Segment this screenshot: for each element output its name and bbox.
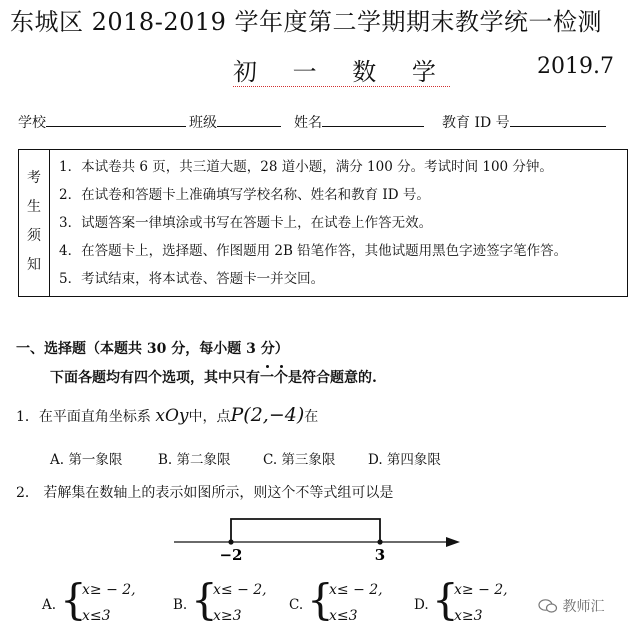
name-blank[interactable] <box>322 112 424 127</box>
emphasis-char: 一 <box>260 370 274 386</box>
system-brace: { <box>191 575 218 624</box>
notice-item: 4．在答题卡上，选择题、作图题用 2B 铅笔作答，其他试题用黑色字迹签字笔作答。 <box>59 243 568 259</box>
question-2: 2． 若解集在数轴上的表示如图所示，则这个不等式组可以是 <box>16 485 394 501</box>
option-label: B. <box>173 597 188 613</box>
candidate-notice-box <box>18 149 628 297</box>
inequality-bottom: x≤3 <box>329 608 358 624</box>
q2-option-a[interactable] <box>42 575 142 631</box>
exam-date: 2019.7 <box>537 54 614 79</box>
name-label: 姓名 <box>294 115 322 131</box>
page-title: 东城区 2018-2019 学年度第二学期期末教学统一检测 <box>10 8 603 36</box>
notice-side-char: 生 <box>27 199 41 215</box>
class-blank[interactable] <box>217 112 281 127</box>
notice-side-label <box>19 150 50 296</box>
q2-option-b[interactable] <box>173 575 273 631</box>
watermark-text: 教师汇 <box>562 599 605 615</box>
notice-item: 2．在试卷和答题卡上准确填写学校名称、姓名和教育 ID 号。 <box>59 187 430 203</box>
q1-coord-system: xOy <box>155 406 189 426</box>
q1-point: P(2,−4) <box>230 404 305 426</box>
wechat-icon <box>538 598 558 614</box>
inequality-top: x≥ − 2, <box>82 582 136 598</box>
axis-label-left: −2 <box>219 546 243 564</box>
inequality-top: x≥ − 2, <box>454 582 508 598</box>
number-line-arrow <box>446 537 460 547</box>
notice-side-char: 知 <box>27 257 41 273</box>
endpoint-left <box>228 539 233 544</box>
class-label: 班级 <box>189 115 217 131</box>
number-line-figure <box>160 508 470 566</box>
edu-id-label: 教育 ID 号 <box>442 115 510 131</box>
instruction-text: 下面各题均有四个选项，其中只有 <box>50 370 260 386</box>
axis-label-right: 3 <box>374 546 386 564</box>
system-brace: { <box>432 575 459 624</box>
q1-option-d[interactable]: D. 第四象限 <box>368 452 441 468</box>
school-field <box>18 112 186 132</box>
section-heading: 一、选择题（本题共 30 分，每小题 3 分） <box>16 341 289 357</box>
watermark <box>538 596 604 616</box>
edu-id-blank[interactable] <box>510 112 606 127</box>
q1-middle: 中，点 <box>188 409 231 425</box>
option-label: D. <box>414 597 429 613</box>
option-label: C. <box>289 597 304 613</box>
notice-item: 5．考试结束，将本试卷、答题卡一并交回。 <box>59 271 325 287</box>
notice-side-char: 须 <box>27 228 41 244</box>
inequality-bottom: x≤3 <box>82 608 111 624</box>
school-label: 学校 <box>18 115 46 131</box>
inequality-top: x≤ − 2, <box>213 582 267 598</box>
section-instruction <box>50 367 377 387</box>
school-blank[interactable] <box>46 112 186 127</box>
system-brace: { <box>60 575 87 624</box>
subject-title-text: 初 一 数 学 <box>233 58 450 86</box>
q1-option-b[interactable]: B. 第二象限 <box>158 452 231 468</box>
name-field <box>294 112 424 132</box>
inequality-top: x≤ − 2, <box>329 582 383 598</box>
inequality-bottom: x≥3 <box>454 608 483 624</box>
class-field <box>189 112 281 132</box>
instruction-text: 是符合题意的. <box>288 370 377 386</box>
emphasis-char: 个 <box>274 370 288 386</box>
q2-option-c[interactable] <box>289 575 389 631</box>
notice-item: 3．试题答案一律填涂或书写在答题卡上，在试卷上作答无效。 <box>59 215 433 231</box>
q1-option-a[interactable]: A. 第一象限 <box>50 452 123 468</box>
option-label: A. <box>42 597 57 613</box>
q1-option-c[interactable]: C. 第三象限 <box>263 452 336 468</box>
solution-interval-bracket <box>231 519 380 542</box>
q1-suffix: 在 <box>304 409 319 425</box>
notice-item: 1．本试卷共 6 页，共三道大题，28 道小题，满分 100 分。考试时间 100 分钟。 <box>59 159 553 175</box>
subject-title <box>233 52 450 87</box>
question-1 <box>16 404 318 426</box>
inequality-bottom: x≥3 <box>213 608 242 624</box>
edu-id-field <box>442 112 606 132</box>
q1-prefix: 1．在平面直角坐标系 <box>16 409 151 425</box>
q2-option-d[interactable] <box>414 575 514 631</box>
endpoint-right <box>377 539 382 544</box>
system-brace: { <box>307 575 334 624</box>
notice-side-char: 考 <box>27 170 41 186</box>
